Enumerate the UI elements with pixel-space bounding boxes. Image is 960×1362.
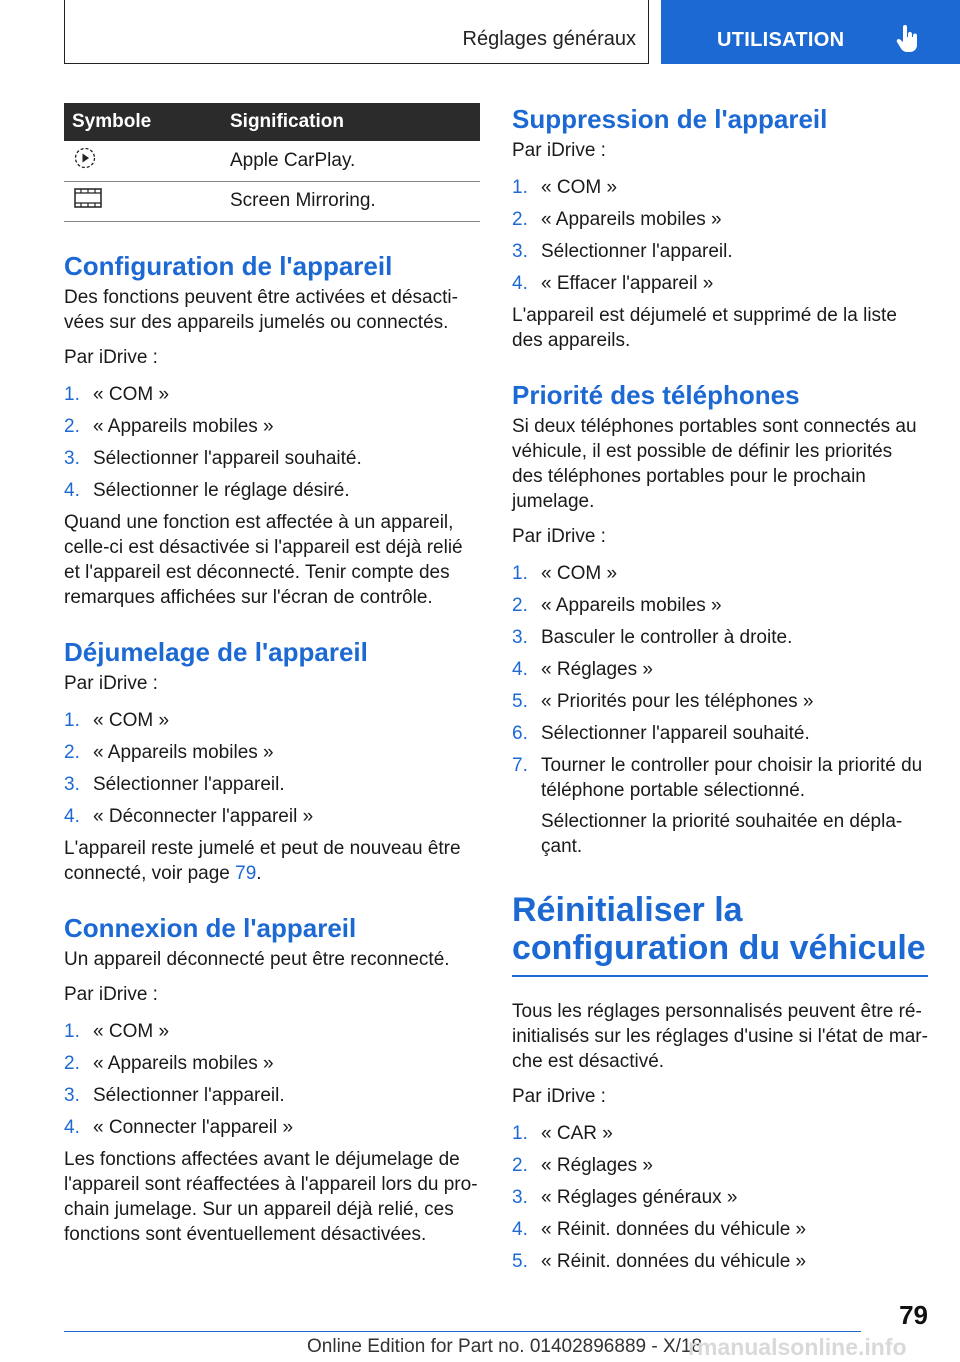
list-item: 2. « Réglages » bbox=[512, 1155, 653, 1176]
header-section-box bbox=[64, 0, 649, 64]
tab-label: UTILISATION bbox=[717, 29, 845, 51]
table-header-row bbox=[64, 103, 480, 141]
footer-edition: Online Edition for Part no. 01402896889 - X/18 bbox=[307, 1336, 703, 1357]
footer-watermark: rmanualsonline.info bbox=[688, 1334, 907, 1360]
footer-divider bbox=[64, 1331, 861, 1332]
paragraph: Un appareil déconnecté peut être reconnecté. bbox=[64, 948, 450, 970]
list-item: 1. « COM » bbox=[64, 383, 170, 405]
table-row bbox=[64, 141, 480, 181]
steps-list bbox=[64, 382, 480, 503]
list-item: 1. « COM » bbox=[64, 1020, 170, 1042]
list-item: 6. Sélectionner l'appareil souhaité. bbox=[512, 723, 810, 744]
list-item: 1. « COM » bbox=[64, 709, 170, 731]
list-item: 3. Sélectionner l'appareil. bbox=[512, 241, 733, 262]
page-number: 79 bbox=[899, 1300, 928, 1330]
steps-list bbox=[512, 175, 928, 296]
section-unpair bbox=[64, 636, 480, 886]
section-heading: Connexion de l'appareil bbox=[64, 912, 357, 943]
section-reset bbox=[512, 891, 928, 1274]
section-heading: Configuration de l'appareil bbox=[64, 250, 393, 281]
paragraph: L'appareil est déjumelé et supprimé de la liste des appareils. bbox=[512, 305, 897, 351]
table-row bbox=[64, 181, 480, 221]
section-priority bbox=[512, 379, 928, 859]
list-item: 4. « Déconnecter l'appareil » bbox=[64, 805, 314, 827]
list-item: 2. « Appareils mobiles » bbox=[64, 741, 274, 763]
sub-note: Sélectionner la priorité souhaitée en dépla-çant. bbox=[541, 811, 903, 857]
section-heading: Déjumelage de l'appareil bbox=[64, 636, 368, 667]
list-item: 2. « Appareils mobiles » bbox=[512, 595, 722, 616]
paragraph: Si deux téléphones portables sont connectés au véhicule, il est possible de définir les priorités des téléphones portables pour le prochain jumelage. bbox=[512, 416, 917, 512]
paragraph: Quand une fonction est affectée à un appareil, celle-ci est désactivée si l'appareil est déjà relié et l'appareil est déconnecté. Tenir compte des remarques affichées sur l'écran de contrôle. bbox=[64, 511, 463, 608]
paragraph-par-idrive: Par iDrive : bbox=[64, 346, 158, 368]
pointing-hand-icon bbox=[896, 25, 920, 53]
list-item: 5. « Priorités pour les téléphones » bbox=[512, 691, 814, 712]
col-meaning-header: Signification bbox=[230, 103, 480, 141]
left-column bbox=[64, 103, 480, 1247]
chapter-heading: Réinitialiser la configuration du véhicule bbox=[512, 891, 928, 977]
list-item: 1. « CAR » bbox=[512, 1123, 613, 1144]
list-item: 4. Sélectionner le réglage désiré. bbox=[64, 479, 350, 501]
table-cell-meaning: Screen Mirroring. bbox=[230, 181, 480, 221]
list-item: 2. « Appareils mobiles » bbox=[64, 415, 274, 437]
col-symbol-header: Symbole bbox=[64, 103, 230, 141]
paragraph-par-idrive: Par iDrive : bbox=[512, 526, 606, 547]
paragraph: L'appareil reste jumelé et peut de nouveau être connecté, voir page 79. bbox=[64, 837, 461, 884]
list-item: 2. « Appareils mobiles » bbox=[64, 1052, 274, 1074]
list-item: 1. « COM » bbox=[512, 563, 618, 584]
section-title: Réglages généraux bbox=[462, 28, 636, 50]
paragraph-par-idrive: Par iDrive : bbox=[64, 672, 158, 694]
list-item: 4. « Connecter l'appareil » bbox=[64, 1116, 294, 1138]
paragraph: Des fonctions peuvent être activées et désacti-vées sur des appareils jumelés ou connectés. bbox=[64, 286, 458, 333]
list-item: 3. « Réglages généraux » bbox=[512, 1187, 738, 1208]
page-link[interactable]: 79 bbox=[235, 862, 257, 884]
list-item: 7. Tourner le controller pour choisir la priorité du téléphone portable sélectionné. Sélectionner la priorité souhaitée en dépla-çant. bbox=[512, 753, 928, 859]
section-config bbox=[64, 250, 480, 610]
section-delete bbox=[512, 103, 928, 353]
list-item: 4. « Réglages » bbox=[512, 659, 653, 680]
play-circle-icon bbox=[74, 147, 96, 169]
section-connect bbox=[64, 912, 480, 1247]
steps-list bbox=[512, 1121, 928, 1274]
list-item: 3. Sélectionner l'appareil. bbox=[64, 1084, 285, 1106]
steps-list bbox=[64, 1019, 480, 1140]
list-item: 3. Sélectionner l'appareil. bbox=[64, 773, 285, 795]
list-item: 3. Basculer le controller à droite. bbox=[512, 627, 793, 648]
list-item: 2. « Appareils mobiles » bbox=[512, 209, 722, 230]
screen-mirroring-icon bbox=[74, 188, 102, 208]
table-cell-meaning: Apple CarPlay. bbox=[230, 141, 480, 181]
right-column bbox=[512, 103, 928, 1281]
paragraph-par-idrive: Par iDrive : bbox=[512, 140, 606, 161]
section-heading: Priorité des téléphones bbox=[512, 380, 800, 410]
header-tab[interactable] bbox=[661, 0, 960, 64]
paragraph-par-idrive: Par iDrive : bbox=[512, 1086, 606, 1107]
paragraph-par-idrive: Par iDrive : bbox=[64, 983, 158, 1005]
list-item: 1. « COM » bbox=[512, 177, 618, 198]
symbol-table bbox=[64, 103, 480, 222]
list-item: 4. « Effacer l'appareil » bbox=[512, 273, 714, 294]
paragraph: Les fonctions affectées avant le déjumelage de l'appareil sont réaffectées à l'appareil lors du pro-chain jumelage. Sur un appareil déjà relié, ces fonctions sont éventuellement désactivées. bbox=[64, 1148, 478, 1245]
steps-list bbox=[64, 708, 480, 829]
list-item: 4. « Réinit. données du véhicule » bbox=[512, 1219, 807, 1240]
section-heading: Suppression de l'appareil bbox=[512, 104, 828, 134]
steps-list bbox=[512, 561, 928, 859]
paragraph: Tous les réglages personnalisés peuvent être ré-initialisés sur les réglages d'usine si l'état de mar-che est désactivé. bbox=[512, 1001, 928, 1072]
list-item: 3. Sélectionner l'appareil souhaité. bbox=[64, 447, 362, 469]
list-item: 5. « Réinit. données du véhicule » bbox=[512, 1251, 807, 1272]
